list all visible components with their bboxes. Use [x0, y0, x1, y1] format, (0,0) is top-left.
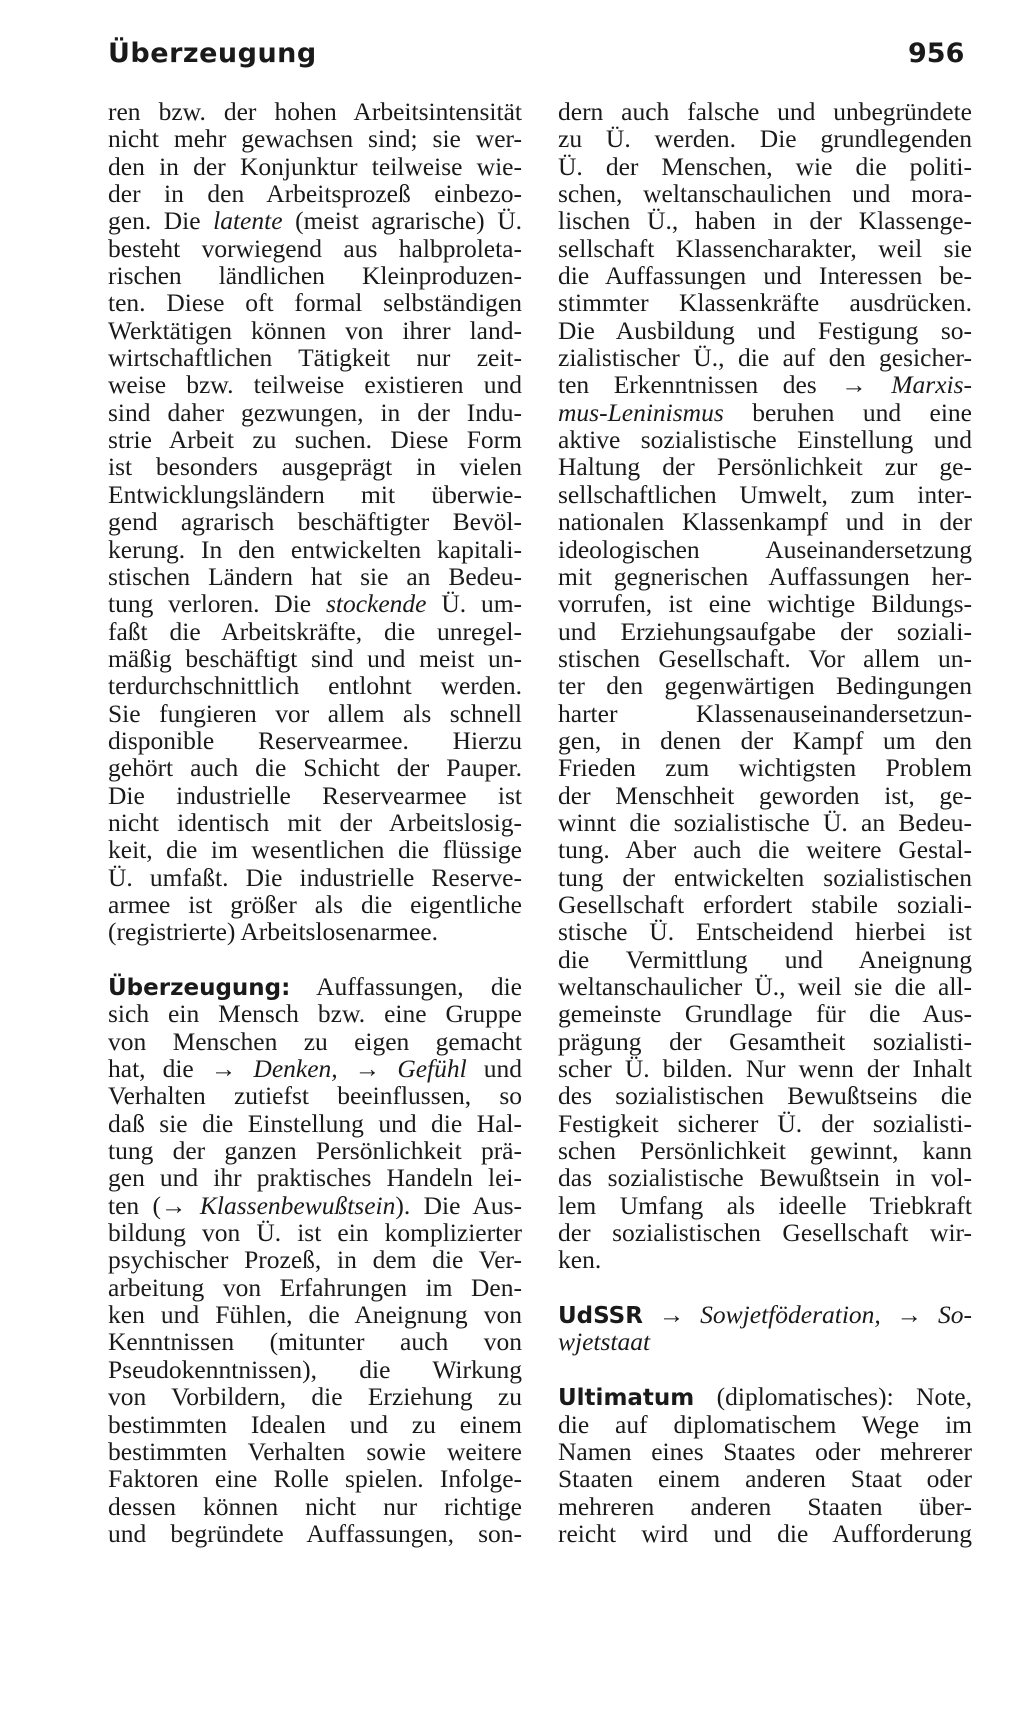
entry-udssr — [558, 1301, 972, 1356]
text-line: sind daher gezwungen, in der Indu- — [108, 397, 522, 427]
text-line: faßt die Arbeitskräfte, die unregel- — [108, 616, 522, 646]
text-line: Namen eines Staates oder mehrerer — [558, 1436, 972, 1466]
text-line: bildung von Ü. ist ein komplizierter — [108, 1218, 522, 1248]
text-line: reicht wird und die Aufforderung — [558, 1518, 972, 1548]
page-number: 956 — [908, 38, 965, 69]
text-line: Festigkeit sicherer Ü. der sozialisti- — [558, 1108, 972, 1138]
running-head-title: Überzeugung — [108, 38, 317, 69]
text-line: aktive sozialistische Einstellung und — [558, 425, 972, 455]
text-line: gemeinste Grundlage für die Aus- — [558, 999, 972, 1029]
text-line: weltanschaulicher Ü., weil sie die all- — [558, 972, 972, 1001]
text-line: stischen Gesellschaft. Vor allem un- — [558, 643, 972, 673]
text-line: Die industrielle Reservearmee ist — [108, 780, 522, 810]
entry-headword: UdSSR — [558, 1303, 643, 1330]
cross-reference: Gefühl — [397, 1054, 467, 1084]
entry-headword: Ultimatum — [558, 1385, 695, 1412]
text-line: armee ist größer als die eigentliche — [108, 889, 522, 919]
text-line: und begründete Auffassungen, son- — [108, 1518, 522, 1548]
text-line: Frieden zum wichtigsten Problem — [558, 753, 972, 783]
text-line: ten (→ Klassenbewußtsein). Die Aus- — [108, 1190, 522, 1220]
entry-ueberzeugung-continued — [558, 98, 972, 1274]
cross-reference: So- — [938, 1300, 973, 1330]
text-line: sich ein Mensch bzw. eine Gruppe — [108, 999, 522, 1029]
text-line: Entwicklungsländern mit überwie- — [108, 479, 522, 509]
text-line: und Erziehungsaufgabe der soziali- — [558, 616, 972, 646]
text-line: Überzeugung: Auffassungen, die — [108, 972, 522, 1001]
text-line: das sozialistische Bewußtsein in vol- — [558, 1163, 972, 1193]
text-line: tung der ganzen Persönlichkeit prä- — [108, 1136, 522, 1166]
text-line: sellschaftlichen Umwelt, zum inter- — [558, 479, 972, 509]
text-line: rischen ländlichen Kleinproduzen- — [108, 261, 522, 291]
text-line — [558, 1328, 972, 1355]
text-line: (registrierte) Arbeitslosenarmee. — [108, 917, 438, 947]
text-line: nationalen Klassenkampf und in der — [558, 507, 972, 537]
text-line: Staaten einem anderen Staat oder — [558, 1464, 972, 1494]
text-line: bestimmten Verhalten sowie weitere — [108, 1436, 522, 1466]
text-line: mit gegnerischen Auffassungen her- — [558, 561, 972, 591]
cross-reference: mus-Leninismus — [558, 397, 724, 427]
text-line: ideologischen Auseinandersetzung — [558, 534, 972, 564]
text-line: Faktoren eine Rolle spielen. Infolge- — [108, 1464, 522, 1494]
text-line: des sozialistischen Bewußtseins die — [558, 1081, 972, 1111]
entry-ueberzeugung — [108, 973, 522, 1547]
text-line: keit, die im wesentlichen die flüssige — [108, 835, 522, 865]
text-line: gen und ihr praktisches Handeln lei- — [108, 1163, 522, 1193]
text-line: tung. Aber auch die weitere Gestal- — [558, 835, 972, 865]
text-line: lem Umfang als ideelle Triebkraft — [558, 1190, 972, 1220]
text-line: prägung der Gesamtheit sozialisti- — [558, 1026, 972, 1056]
text-line: scher Ü. bilden. Nur wenn der Inhalt — [558, 1054, 972, 1084]
text-line: lischen Ü., haben in der Klassenge- — [558, 206, 972, 236]
text-line: stimmter Klassenkräfte ausdrücken. — [558, 288, 972, 318]
text-line: ten. Diese oft formal selbständigen — [108, 288, 522, 318]
text-line: Gesellschaft erfordert stabile soziali- — [558, 889, 972, 919]
text-line: dessen können nicht nur richtige — [108, 1491, 522, 1521]
cross-reference-arrow: → — [354, 1054, 381, 1084]
cross-reference: Sowjetföderation, — [700, 1300, 881, 1330]
text-line: mäßig beschäftigt sind und meist un- — [108, 643, 522, 673]
text-line: die Auffassungen und Interessen be- — [558, 261, 972, 291]
text-line: bestimmten Idealen und zu einem — [108, 1409, 522, 1439]
text-line: mehreren anderen Staaten über- — [558, 1491, 972, 1521]
text-line: Haltung der Persönlichkeit zur ge- — [558, 452, 972, 482]
text-line: Verhalten zutiefst beeinflussen, so — [108, 1081, 522, 1111]
text-line: Ultimatum (diplomatisches): Note, — [558, 1382, 972, 1412]
paragraph-gap — [558, 1274, 972, 1301]
text-line: nicht identisch mit der Arbeitslosig- — [108, 807, 522, 837]
text-line: zu Ü. werden. Die grundlegenden — [558, 124, 972, 154]
entry-headword: Überzeugung: — [108, 975, 291, 1001]
text-line: arbeitung von Erfahrungen im Den- — [108, 1272, 522, 1302]
text-line: gehört auch die Schicht der Pauper. — [108, 753, 522, 783]
text-line: hat, die → Denken, → Gefühl und — [108, 1054, 523, 1084]
text-line: zialistischer Ü., die auf den gesicher- — [558, 343, 972, 373]
text-line: Die Ausbildung und Festigung so- — [558, 315, 972, 345]
cross-reference-arrow: → — [658, 1300, 685, 1330]
text-line: ren bzw. der hohen Arbeitsintensität — [108, 97, 522, 126]
cross-reference: Klassenbewußtsein — [199, 1190, 396, 1220]
entry-ultimatum — [558, 1383, 972, 1547]
text-line: von Menschen zu eigen gemacht — [108, 1026, 522, 1056]
text-line: gen, in denen der Kampf um den — [558, 725, 972, 755]
text-line: tung verloren. Die stockende Ü. um- — [108, 589, 523, 619]
text-line: wirtschaftlichen Tätigkeit nur zeit- — [108, 343, 522, 373]
text-line: nicht mehr gewachsen sind; sie wer- — [108, 124, 522, 154]
text-line: psychischer Prozeß, in dem die Ver- — [108, 1245, 522, 1275]
text-line: schen, weltanschaulichen und mora- — [558, 179, 972, 209]
text-line: ken und Fühlen, die Aneignung von — [108, 1300, 522, 1330]
text-line: der in den Arbeitsprozeß einbezo- — [108, 179, 522, 209]
text-line: kerung. In den entwickelten kapitali- — [108, 534, 522, 564]
text-line: Kenntnissen (mitunter auch von — [108, 1327, 522, 1357]
text-line: strie Arbeit zu suchen. Diese Form — [108, 425, 522, 455]
text-line: der sozialistischen Gesellschaft wir- — [558, 1218, 972, 1248]
text-line: Sie fungieren vor allem als schnell — [108, 698, 522, 728]
text-line: dern auch falsche und unbegründete — [558, 97, 972, 126]
text-line: schen Persönlichkeit gewinnt, kann — [558, 1136, 972, 1166]
text-line: von Vorbildern, die Erziehung zu — [108, 1382, 522, 1412]
cross-reference-arrow: → — [161, 1190, 187, 1220]
text-line: die Vermittlung und Aneignung — [558, 944, 972, 974]
text-line: weise bzw. teilweise existieren und — [108, 370, 522, 400]
text-line: disponible Reservearmee. Hierzu — [108, 725, 522, 755]
text-line: tung der entwickelten sozialistischen — [558, 862, 972, 892]
text-line: gend agrarisch beschäftigter Bevöl- — [108, 507, 522, 537]
paragraph-gap — [108, 946, 522, 973]
text-line: harter Klassenauseinandersetzun- — [558, 698, 972, 728]
text-line: gen. Die latente (meist agrarische) Ü. — [108, 206, 522, 236]
text-line: den in der Konjunktur teilweise wie- — [108, 151, 522, 181]
cross-reference-arrow: → — [896, 1300, 923, 1330]
text-line: Werktätigen können von ihrer land- — [108, 315, 522, 345]
text-line: stischen Ländern hat sie an Bedeu- — [108, 561, 522, 591]
text-line: sellschaft Klassencharakter, weil sie — [558, 233, 972, 263]
text-line: Ü. umfaßt. Die industrielle Reserve- — [108, 862, 522, 892]
text-line: ten Erkenntnissen des → Marxis- — [558, 370, 973, 400]
text-line: Pseudokenntnissen), die Wirkung — [108, 1354, 522, 1384]
cross-reference: wjetstaat — [558, 1327, 651, 1357]
text-line: winnt die sozialistische Ü. an Bedeu- — [558, 807, 972, 837]
text-line: vorrufen, ist eine wichtige Bildungs- — [558, 589, 972, 619]
text-line: der Menschheit geworden ist, ge- — [558, 780, 972, 810]
cross-reference-arrow: → — [210, 1054, 237, 1084]
cross-reference-arrow: → — [841, 370, 867, 400]
text-line: besteht vorwiegend aus halbproleta- — [108, 233, 522, 263]
text-line — [558, 1301, 972, 1328]
text-line: ken. — [558, 1245, 602, 1275]
text-line: stische Ü. Entscheidend hierbei ist — [558, 917, 972, 947]
text-line: Ü. der Menschen, wie die politi- — [558, 151, 972, 181]
right-column — [558, 98, 972, 1547]
text-line: mus-Leninismus beruhen und eine — [558, 397, 972, 427]
text-line: terdurchschnittlich entlohnt werden. — [108, 671, 522, 701]
left-column — [108, 98, 522, 1547]
cross-reference: Marxis- — [891, 370, 973, 400]
text-line: daß sie die Einstellung und die Hal- — [108, 1108, 522, 1138]
cross-reference: Denken, — [253, 1054, 338, 1084]
text-line: ist besonders ausgeprägt in vielen — [108, 452, 522, 482]
paragraph-gap — [558, 1356, 972, 1383]
text-line: ter den gegenwärtigen Bedingungen — [558, 671, 972, 701]
text-line: die auf diplomatischem Wege im — [558, 1409, 972, 1439]
entry-continuation-paragraph — [108, 98, 522, 946]
